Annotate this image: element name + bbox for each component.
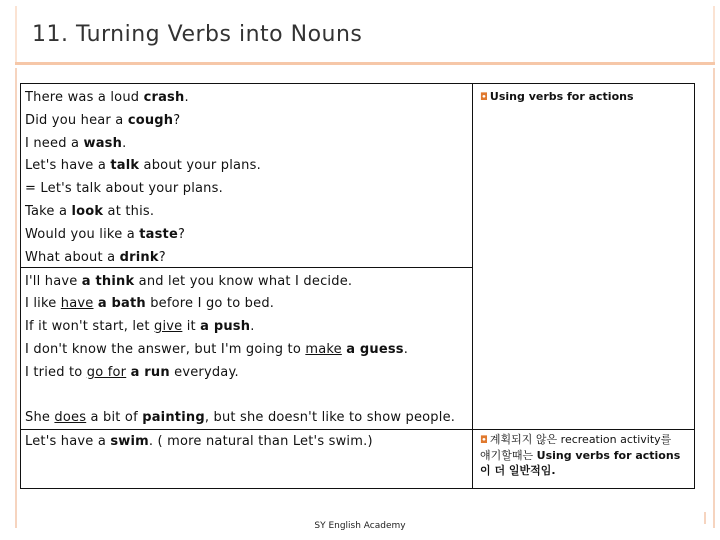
title-frame-left <box>15 6 17 64</box>
sentence-row: What about a drink? <box>25 250 166 265</box>
bullet-icon: ◘ <box>480 435 488 446</box>
page-title: 11. Turning Verbs into Nouns <box>32 22 363 47</box>
noun-word: painting <box>142 410 205 425</box>
sentence-row: Let's have a talk about your plans. <box>25 158 261 173</box>
sentence-row: Would you like a taste? <box>25 227 186 242</box>
sentence-row: I tried to go for a run everyday. <box>25 365 239 380</box>
sentence-row: = Let's talk about your plans. <box>25 181 223 196</box>
noun-word: a push <box>200 319 251 334</box>
note-recreation: ◘ 계획되지 않은 recreation activity를 얘기할때는 Using verbs for actions이 더 일반적임. <box>480 433 681 477</box>
title-frame-right <box>713 6 715 64</box>
sentence-row: Take a look at this. <box>25 204 155 219</box>
note-using-verbs: ◘ Using verbs for actions <box>480 90 634 103</box>
sentence-row: Did you hear a cough? <box>25 113 181 128</box>
noun-word: a run <box>130 365 170 380</box>
note-cell-1 <box>473 84 695 430</box>
sentence-row: She does a bit of painting, but she doesn't like to show people. <box>25 410 456 425</box>
noun-word: talk <box>110 158 140 173</box>
footer-text: SY English Academy <box>314 521 406 531</box>
noun-word: taste <box>139 227 178 242</box>
noun-word: a think <box>81 274 135 289</box>
noun-word: drink <box>119 250 159 265</box>
slide-border-left <box>15 68 17 528</box>
noun-word: wash <box>83 136 123 151</box>
verb-word: give <box>154 319 183 334</box>
verb-word: does <box>54 410 87 425</box>
verb-word: go for <box>86 365 127 380</box>
noun-word: cough <box>127 113 174 128</box>
noun-word: a guess <box>346 342 404 357</box>
verb-word: have <box>60 296 94 311</box>
bullet-icon: ◘ <box>480 92 488 103</box>
sentence-row: I don't know the answer, but I'm going to make a guess. <box>25 342 409 357</box>
noun-word: crash <box>143 90 185 105</box>
sentence-row: Let's have a swim. ( more natural than Let's swim.) <box>25 434 373 449</box>
sentence-row: There was a loud crash. <box>25 90 189 105</box>
sentence-row: I'll have a think and let you know what I decide. <box>25 274 353 289</box>
slide-border-right <box>713 68 715 528</box>
verb-word: make <box>305 342 342 357</box>
sentence-row: I need a wash. <box>25 136 127 151</box>
noun-word: swim <box>110 434 149 449</box>
sentence-row: I like have a bath before I go to bed. <box>25 296 275 311</box>
noun-word: look <box>71 204 104 219</box>
title-underline <box>15 62 715 65</box>
sentence-row: If it won't start, let give it a push. <box>25 319 255 334</box>
noun-word: a bath <box>97 296 146 311</box>
